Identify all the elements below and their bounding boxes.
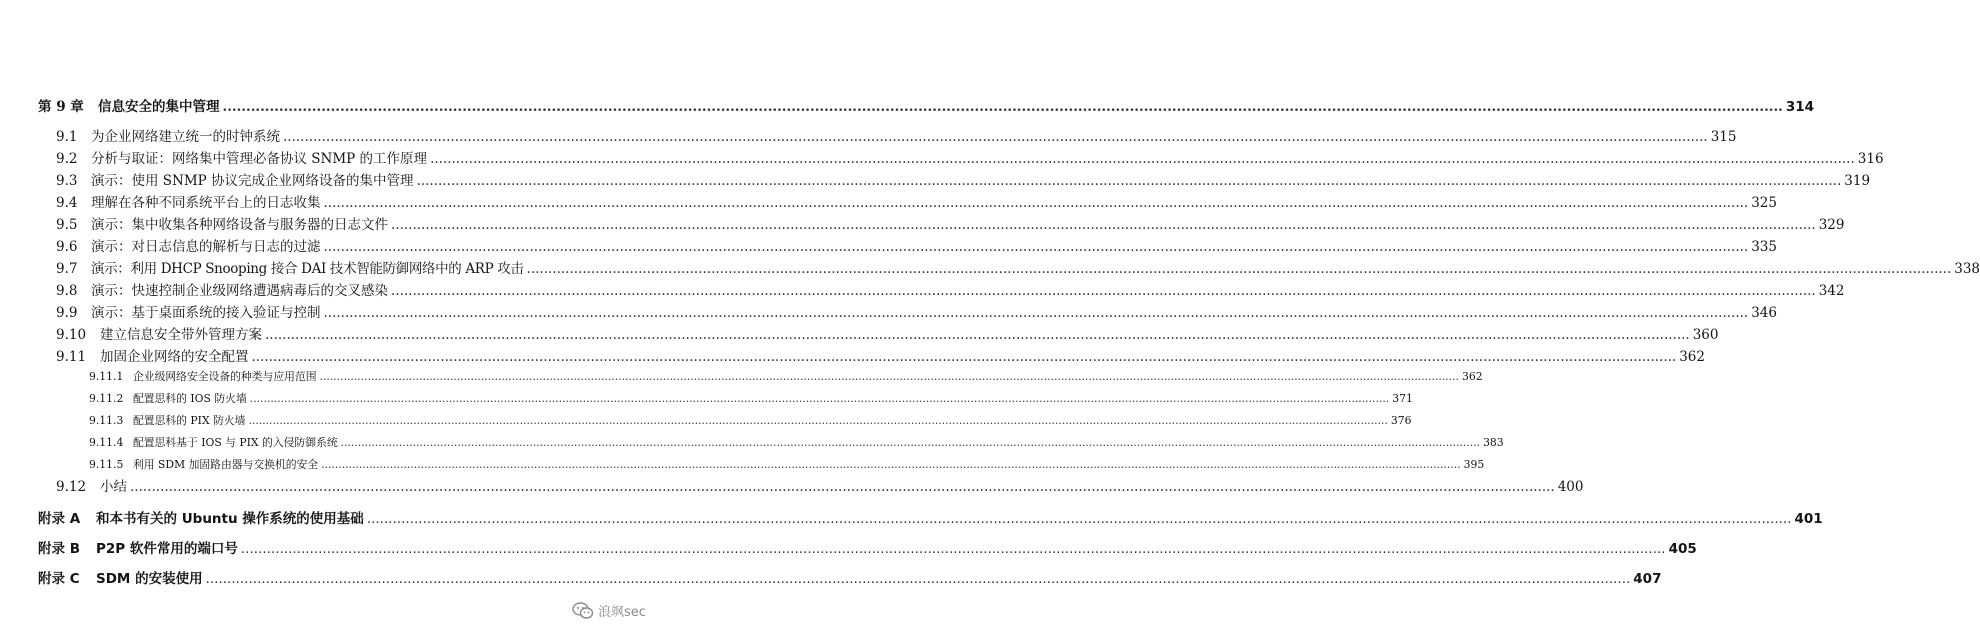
section-number: 9.2 <box>56 151 78 167</box>
section-title: 为企业网络建立统一的时钟系统 <box>91 129 280 145</box>
leader-dots: ............................................................................................................................................................................................................................................................................................................................................ <box>249 392 1390 405</box>
watermark <box>572 601 646 620</box>
leader-dots: ............................................................................................................................................................................................................................................................................................................................................ <box>319 370 1459 383</box>
section-title: 演示：集中收集各种网络设备与服务器的日志文件 <box>91 217 388 233</box>
leader-dots: ............................................................................................................................................................................................................................................................................................................................................ <box>416 173 1842 189</box>
section-page: 338 <box>1954 261 1980 277</box>
section-page: 319 <box>1844 173 1871 189</box>
wechat-icon <box>572 602 594 620</box>
toc-section-9-3[interactable] <box>56 169 1871 189</box>
subsection-title: 企业级网络安全设备的种类与应用范围 <box>133 370 317 383</box>
section-number: 9.3 <box>56 173 78 189</box>
subsection-page: 395 <box>1463 458 1485 471</box>
leader-dots: ............................................................................................................................................................................................................................................................................................................................................ <box>240 541 1666 557</box>
chapter-number: 第 9 章 <box>38 99 84 115</box>
toc-appendix-c[interactable] <box>38 567 1662 587</box>
toc-subsection-9-11-5[interactable] <box>89 457 1485 472</box>
toc-section-9-8[interactable] <box>56 279 1845 299</box>
toc-section-9-10[interactable] <box>56 323 1719 343</box>
leader-dots: ............................................................................................................................................................................................................................................................................................................................................ <box>366 511 1792 527</box>
section-number: 9.1 <box>56 129 78 145</box>
leader-dots: ............................................................................................................................................................................................................................................................................................................................................ <box>205 571 1631 587</box>
toc-section-9-4[interactable] <box>56 191 1777 211</box>
section-title: 小结 <box>100 479 127 495</box>
section-number: 9.11 <box>56 349 87 365</box>
section-page: 335 <box>1751 239 1777 255</box>
appendix-page: 407 <box>1633 571 1662 587</box>
toc-section-9-11[interactable] <box>56 345 1705 365</box>
section-title: 建立信息安全带外管理方案 <box>100 327 262 343</box>
leader-dots: ............................................................................................................................................................................................................................................................................................................................................ <box>130 479 1555 495</box>
toc-chapter[interactable] <box>38 95 1815 115</box>
toc-section-9-12[interactable] <box>56 475 1584 495</box>
section-number: 9.10 <box>56 327 87 343</box>
section-page: 329 <box>1818 217 1845 233</box>
subsection-title: 配置思科基于 IOS 与 PIX 的入侵防御系统 <box>133 436 338 449</box>
toc-appendix-b[interactable] <box>38 537 1697 557</box>
subsection-page: 371 <box>1392 392 1413 405</box>
section-title: 演示：对日志信息的解析与日志的过滤 <box>91 239 321 255</box>
appendix-number: 附录 C <box>38 571 80 587</box>
subsection-number: 9.11.4 <box>89 436 124 449</box>
toc-section-9-7[interactable] <box>56 257 1980 277</box>
leader-dots: ............................................................................................................................................................................................................................................................................................................................................ <box>283 129 1708 145</box>
leader-dots: ............................................................................................................................................................................................................................................................................................................................................ <box>526 261 1952 277</box>
chapter-title: 信息安全的集中管理 <box>98 99 220 115</box>
section-number: 9.9 <box>56 305 78 321</box>
leader-dots: ............................................................................................................................................................................................................................................................................................................................................ <box>265 327 1690 343</box>
leader-dots: ............................................................................................................................................................................................................................................................................................................................................ <box>340 436 1481 449</box>
leader-dots: ............................................................................................................................................................................................................................................................................................................................................ <box>222 99 1783 115</box>
section-page: 360 <box>1692 327 1719 343</box>
appendix-title: 和本书有关的 Ubuntu 操作系统的使用基础 <box>96 511 364 527</box>
subsection-number: 9.11.5 <box>89 458 124 471</box>
subsection-page: 362 <box>1461 370 1483 383</box>
toc-section-9-1[interactable] <box>56 125 1737 145</box>
leader-dots: ............................................................................................................................................................................................................................................................................................................................................ <box>321 458 1461 471</box>
section-number: 9.6 <box>56 239 78 255</box>
leader-dots: ............................................................................................................................................................................................................................................................................................................................................ <box>323 305 1749 321</box>
toc-section-9-9[interactable] <box>56 301 1777 321</box>
section-page: 315 <box>1710 129 1737 145</box>
toc-subsection-9-11-3[interactable] <box>89 413 1412 428</box>
appendix-number: 附录 B <box>38 541 80 557</box>
subsection-title: 利用 SDM 加固路由器与交换机的安全 <box>133 458 319 471</box>
subsection-number: 9.11.2 <box>89 392 124 405</box>
section-title: 演示：快速控制企业级网络遭遇病毒后的交叉感染 <box>91 283 388 299</box>
chapter-page: 314 <box>1785 99 1815 115</box>
leader-dots: ............................................................................................................................................................................................................................................................................................................................................ <box>323 195 1749 211</box>
toc-section-9-5[interactable] <box>56 213 1845 233</box>
section-number: 9.7 <box>56 261 78 277</box>
watermark-text: 浪飒sec <box>598 605 646 620</box>
section-title: 演示：利用 DHCP Snooping 接合 DAI 技术智能防御网络中的 ARP 攻击 <box>91 261 524 277</box>
section-title: 演示：使用 SNMP 协议完成企业网络设备的集中管理 <box>91 173 414 189</box>
appendix-title: SDM 的安装使用 <box>96 571 203 587</box>
section-title: 加固企业网络的安全配置 <box>100 349 249 365</box>
toc-subsection-9-11-1[interactable] <box>89 369 1483 384</box>
leader-dots: ............................................................................................................................................................................................................................................................................................................................................ <box>251 349 1677 365</box>
section-number: 9.12 <box>56 479 87 495</box>
section-page: 362 <box>1679 349 1705 365</box>
toc-subsection-9-11-2[interactable] <box>89 391 1413 406</box>
section-page: 400 <box>1557 479 1584 495</box>
toc-appendix-a[interactable] <box>38 507 1823 527</box>
leader-dots: ............................................................................................................................................................................................................................................................................................................................................ <box>391 283 1816 299</box>
subsection-title: 配置思科的 IOS 防火墙 <box>133 392 247 405</box>
section-title: 分析与取证：网络集中管理必备协议 SNMP 的工作原理 <box>91 151 428 167</box>
leader-dots: ............................................................................................................................................................................................................................................................................................................................................ <box>430 151 1855 167</box>
appendix-number: 附录 A <box>38 511 81 527</box>
section-number: 9.4 <box>56 195 78 211</box>
appendix-page: 405 <box>1668 541 1697 557</box>
appendix-title: P2P 软件常用的端口号 <box>96 541 238 557</box>
toc-section-9-6[interactable] <box>56 235 1777 255</box>
section-title: 演示：基于桌面系统的接入验证与控制 <box>91 305 321 321</box>
section-page: 346 <box>1751 305 1777 321</box>
section-page: 325 <box>1751 195 1777 211</box>
leader-dots: ............................................................................................................................................................................................................................................................................................................................................ <box>391 217 1816 233</box>
section-title: 理解在各种不同系统平台上的日志收集 <box>91 195 321 211</box>
section-number: 9.8 <box>56 283 78 299</box>
subsection-number: 9.11.1 <box>89 370 124 383</box>
leader-dots: ............................................................................................................................................................................................................................................................................................................................................ <box>248 414 1388 427</box>
appendix-page: 401 <box>1794 511 1823 527</box>
section-number: 9.5 <box>56 217 78 233</box>
section-page: 342 <box>1818 283 1845 299</box>
section-page: 316 <box>1857 151 1884 167</box>
leader-dots: ............................................................................................................................................................................................................................................................................................................................................ <box>323 239 1749 255</box>
toc-section-9-2[interactable] <box>56 147 1884 167</box>
subsection-title: 配置思科的 PIX 防火墙 <box>133 414 246 427</box>
subsection-page: 383 <box>1483 436 1504 449</box>
subsection-number: 9.11.3 <box>89 414 124 427</box>
subsection-page: 376 <box>1390 414 1412 427</box>
toc-subsection-9-11-4[interactable] <box>89 435 1504 450</box>
